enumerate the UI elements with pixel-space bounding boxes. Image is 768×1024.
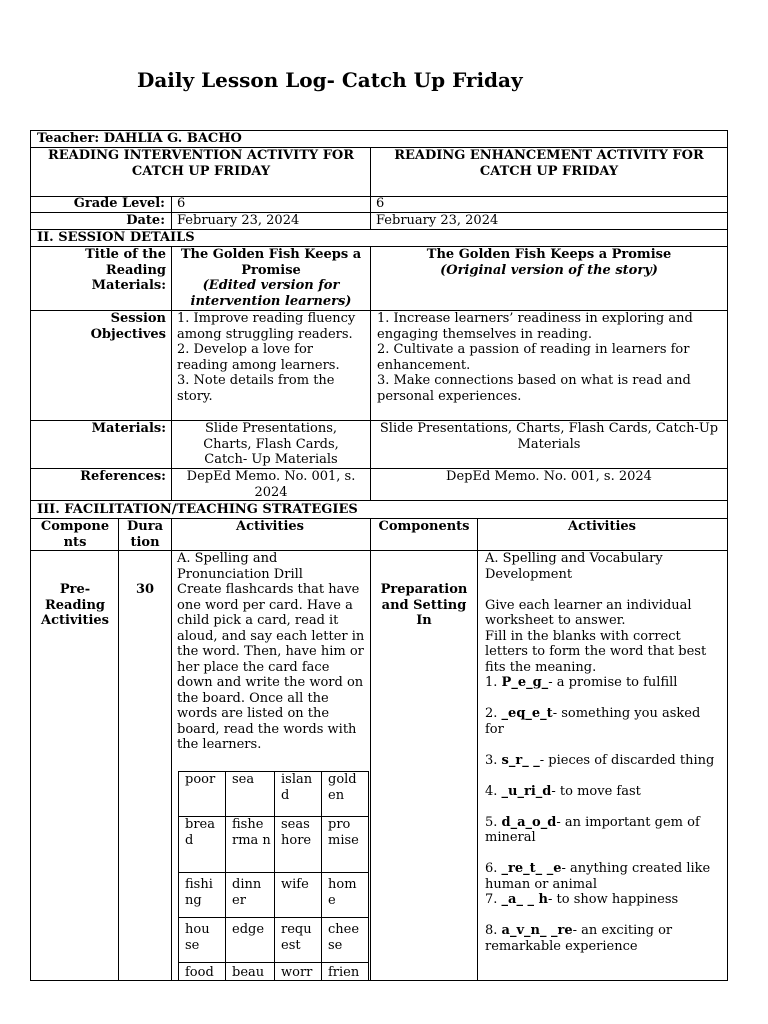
word-cell: fishi ng bbox=[185, 877, 213, 908]
objective-item: 2. Cultivate a passion of reading in learners for enhancement. bbox=[377, 342, 690, 373]
duration-value: 30 bbox=[135, 582, 155, 597]
vocab-item: 4. _u_ri_d- to move fast bbox=[485, 783, 641, 799]
title-label: Title of the Reading Materials: bbox=[85, 247, 166, 293]
activities-header-right: Activities bbox=[568, 519, 636, 534]
section-session-details: II. SESSION DETAILS bbox=[37, 230, 195, 245]
right-activity bbox=[485, 551, 721, 954]
vocab-item: 1. P_e_g_- a promise to fulfill bbox=[485, 675, 678, 690]
word-cell: wife bbox=[281, 877, 309, 892]
pre-reading-label: Pre-Reading Activities bbox=[41, 582, 109, 628]
objectives-intervention bbox=[177, 311, 367, 404]
section-facilitation: III. FACILITATION/TEACHING STRATEGIES bbox=[37, 502, 358, 517]
objectives-label: Session Objectives bbox=[90, 311, 166, 342]
word-cell: requ est bbox=[281, 922, 312, 953]
components-header: Compone nts bbox=[40, 519, 110, 550]
grade-intervention: 6 bbox=[177, 196, 186, 211]
objective-item: 3. Make connections based on what is read and personal experiences. bbox=[377, 373, 691, 404]
right-intro-2: Fill in the blanks with correct letters to form the word that best fits the meaning. bbox=[485, 628, 707, 675]
title-intervention: The Golden Fish Keeps a Promise bbox=[180, 247, 362, 278]
word-cell: chee se bbox=[328, 922, 360, 953]
title-enhancement-cell bbox=[374, 247, 724, 278]
vocab-item: 2. _eq_e_t- something you asked for bbox=[485, 706, 701, 737]
objective-item: 3. Note details from the story. bbox=[177, 373, 335, 404]
components-header-right: Components bbox=[378, 519, 470, 534]
title-enhancement-note: (Original version of the story) bbox=[440, 262, 658, 278]
preparation-label: Preparation and Setting In bbox=[380, 582, 468, 628]
word-cell: fishe rma n bbox=[232, 817, 271, 848]
left-activity bbox=[177, 551, 367, 753]
teacher-name: Teacher: DAHLIA G. BACHO bbox=[37, 131, 242, 146]
materials-intervention: Slide Presentations, Charts, Flash Cards, Catch- Up Materials bbox=[203, 421, 339, 467]
objectives-enhancement bbox=[377, 311, 723, 404]
title-enhancement: The Golden Fish Keeps a Promise bbox=[426, 247, 672, 262]
word-cell: poor bbox=[185, 772, 216, 787]
word-cell: brea d bbox=[185, 817, 215, 848]
left-activity-title: A. Spelling and Pronunciation Drill bbox=[177, 551, 303, 582]
word-cell: edge bbox=[232, 922, 265, 937]
grade-enhancement: 6 bbox=[376, 196, 385, 211]
materials-label: Materials: bbox=[91, 421, 166, 436]
left-activity-body: Create flashcards that have one word per card. Have a child pick a card, read it aloud, and say each letter in the word. Then, have him or her place the card face down and write the word on the board. Once all the words are listed on the board, read the words with the learners. bbox=[177, 582, 365, 752]
word-cell: gold en bbox=[328, 772, 357, 803]
word-cell: hou se bbox=[185, 922, 210, 953]
vocab-item: 5. d_a_o_d- an important gem of mineral bbox=[485, 814, 700, 845]
vocab-item: 7. _a_ _ h- to show happiness bbox=[485, 892, 679, 907]
references-intervention: DepEd Memo. No. 001, s. 2024 bbox=[186, 469, 356, 500]
word-cell: hom e bbox=[328, 877, 357, 908]
activities-header: Activities bbox=[236, 519, 304, 534]
vocab-item: 6. _re_t_ _e- anything created like human or animal bbox=[485, 861, 711, 892]
title-intervention-cell bbox=[174, 247, 368, 309]
word-cell: beau bbox=[232, 965, 265, 980]
objective-item: 1. Improve reading fluency among struggling readers. bbox=[177, 311, 356, 342]
date-enhancement: February 23, 2024 bbox=[376, 213, 499, 228]
references-label: References: bbox=[80, 469, 166, 484]
objective-item: 2. Develop a love for reading among learners. bbox=[177, 342, 340, 373]
right-activity-title: A. Spelling and Vocabulary Development bbox=[485, 551, 663, 582]
duration-header: Dura tion bbox=[127, 519, 163, 550]
vocab-item: 8. a_v_n_ _re- an exciting or remarkable experience bbox=[485, 923, 673, 954]
title-intervention-note: (Edited version for intervention learners) bbox=[190, 278, 352, 309]
intervention-header: READING INTERVENTION ACTIVITY FOR CATCH UP FRIDAY bbox=[47, 148, 355, 179]
word-cell: worr bbox=[281, 965, 313, 980]
word-cell: sea bbox=[232, 772, 255, 787]
word-cell: food bbox=[185, 965, 214, 980]
vocab-item: 3. s_r_ _- pieces of discarded thing bbox=[485, 752, 715, 768]
word-cell: pro mise bbox=[328, 817, 359, 848]
enhancement-header: READING ENHANCEMENT ACTIVITY FOR CATCH UP FRIDAY bbox=[394, 148, 704, 179]
materials-enhancement: Slide Presentations, Charts, Flash Cards, Catch-Up Materials bbox=[379, 421, 719, 452]
word-cell: frien bbox=[328, 965, 360, 980]
page-title: Daily Lesson Log- Catch Up Friday bbox=[137, 68, 523, 92]
date-intervention: February 23, 2024 bbox=[177, 213, 300, 228]
right-intro-1: Give each learner an individual worksheet to answer. bbox=[485, 597, 692, 628]
date-label: Date: bbox=[126, 213, 165, 228]
word-cell: seas hore bbox=[281, 817, 312, 848]
word-cell: islan d bbox=[281, 772, 313, 803]
grade-label: Grade Level: bbox=[73, 196, 165, 211]
objective-item: 1. Increase learners’ readiness in exploring and engaging themselves in reading. bbox=[377, 311, 693, 342]
word-cell: dinn er bbox=[232, 877, 262, 908]
references-enhancement: DepEd Memo. No. 001, s. 2024 bbox=[446, 469, 652, 484]
